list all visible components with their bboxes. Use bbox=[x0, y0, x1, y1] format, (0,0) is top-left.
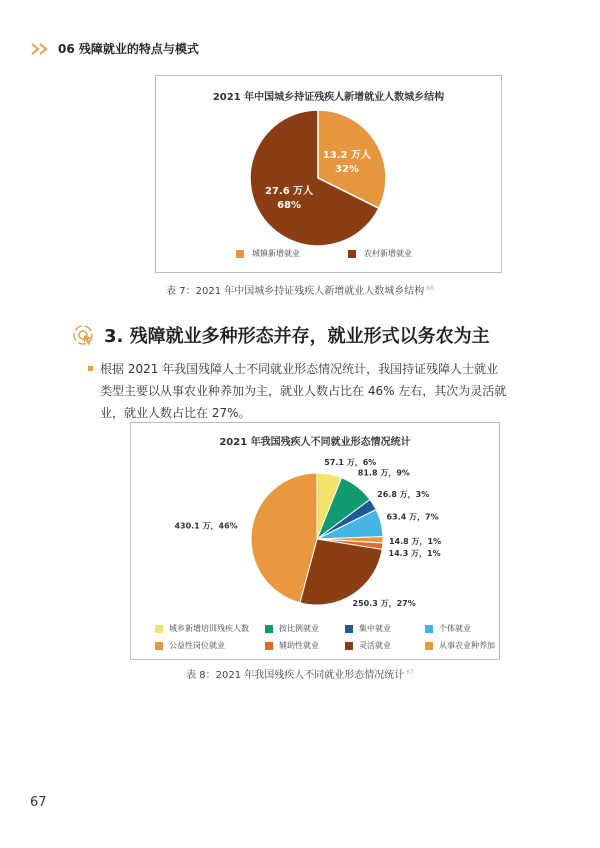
legend-swatch bbox=[155, 642, 163, 650]
caption-text: 表 8：2021 年我国残疾人不同就业形态情况统计 bbox=[186, 670, 405, 681]
slice-data-label: 430.1 万，46% bbox=[174, 521, 238, 531]
figure1-caption bbox=[0, 282, 600, 297]
legend-item bbox=[345, 640, 425, 651]
slice-value-label: 27.6 万人 bbox=[265, 185, 314, 197]
double-chevron-right-icon bbox=[30, 42, 52, 56]
legend-item bbox=[345, 623, 425, 634]
legend-item bbox=[425, 640, 515, 651]
bullet-square-icon bbox=[88, 366, 93, 371]
slice-percent-label: 68% bbox=[277, 199, 302, 211]
legend-label: 个体就业 bbox=[439, 624, 471, 633]
figure2-caption bbox=[0, 666, 600, 681]
footnote-ref[interactable]: 66 bbox=[426, 284, 434, 292]
legend-label: 公益性岗位就业 bbox=[169, 641, 225, 650]
legend-label: 集中就业 bbox=[359, 624, 391, 633]
section-paragraph bbox=[100, 358, 510, 424]
slice-data-label: 63.4 万，7% bbox=[386, 512, 439, 522]
legend-swatch bbox=[155, 625, 163, 633]
legend-swatch bbox=[236, 250, 244, 258]
legend-item bbox=[425, 623, 515, 634]
slice-data-label: 26.8 万，3% bbox=[377, 490, 430, 500]
chart-card-employment-forms bbox=[130, 422, 500, 660]
legend-swatch bbox=[425, 625, 433, 633]
pie-chart-employment-forms bbox=[131, 423, 499, 619]
slice-value-label: 13.2 万人 bbox=[322, 150, 371, 162]
section-heading bbox=[72, 322, 490, 348]
legend-swatch bbox=[265, 625, 273, 633]
legend-label: 城乡新增培训残疾人数 bbox=[169, 624, 249, 633]
target-cursor-icon bbox=[72, 323, 96, 347]
legend-label: 灵活就业 bbox=[359, 641, 391, 650]
paragraph-text: 根据 2021 年我国残障人士不同就业形态情况统计，我国持证残障人士就业类型主要以从事农业种养加为主，就业人数占比在 46% 左右，其次为灵活就业，就业人数占比在 27%。 bbox=[100, 362, 507, 420]
chart-card-urban-rural bbox=[155, 75, 502, 273]
legend-item bbox=[155, 623, 265, 634]
legend-item bbox=[265, 640, 345, 651]
slice-data-label: 14.8 万，1% bbox=[388, 536, 442, 546]
section-header bbox=[30, 40, 199, 57]
legend-swatch bbox=[425, 642, 433, 650]
legend-label: 从事农业种养加 bbox=[439, 641, 495, 650]
legend-swatch bbox=[345, 642, 353, 650]
legend-item bbox=[265, 623, 345, 634]
chart1-title: 2021 年中国城乡持证残疾人新增就业人数城乡结构 bbox=[212, 92, 445, 103]
header-title: 06 残障就业的特点与模式 bbox=[58, 42, 199, 56]
section-title-text: 3. 残障就业多种形态并存，就业形式以务农为主 bbox=[104, 326, 490, 347]
legend-label: 农村新增就业 bbox=[364, 249, 412, 258]
chart2-title: 2021 年我国残疾人不同就业形态情况统计 bbox=[219, 437, 411, 448]
footnote-ref[interactable]: 67 bbox=[406, 668, 414, 676]
caption-text: 表 7：2021 年中国城乡持证残疾人新增就业人数城乡结构 bbox=[166, 286, 425, 297]
legend-swatch bbox=[265, 642, 273, 650]
legend-label: 按比例就业 bbox=[279, 624, 319, 633]
legend-label: 城镇新增就业 bbox=[252, 249, 300, 258]
slice-percent-label: 32% bbox=[334, 164, 359, 176]
slice-data-label: 14.3 万，1% bbox=[388, 548, 441, 558]
legend-swatch bbox=[348, 250, 356, 258]
page-number: 67 bbox=[30, 795, 47, 810]
chart2-legend bbox=[155, 623, 515, 651]
slice-data-label: 57.1 万，6% bbox=[324, 458, 377, 467]
legend-item-rural bbox=[348, 248, 412, 259]
slice-data-label: 81.8 万，9% bbox=[357, 468, 410, 478]
chart1-legend bbox=[236, 248, 412, 259]
pie-chart-urban-rural bbox=[156, 76, 501, 272]
legend-label: 辅助性就业 bbox=[279, 641, 319, 650]
slice-data-label: 250.3 万，27% bbox=[352, 599, 416, 609]
legend-swatch bbox=[345, 625, 353, 633]
legend-item-urban bbox=[236, 248, 300, 259]
legend-item bbox=[155, 640, 265, 651]
